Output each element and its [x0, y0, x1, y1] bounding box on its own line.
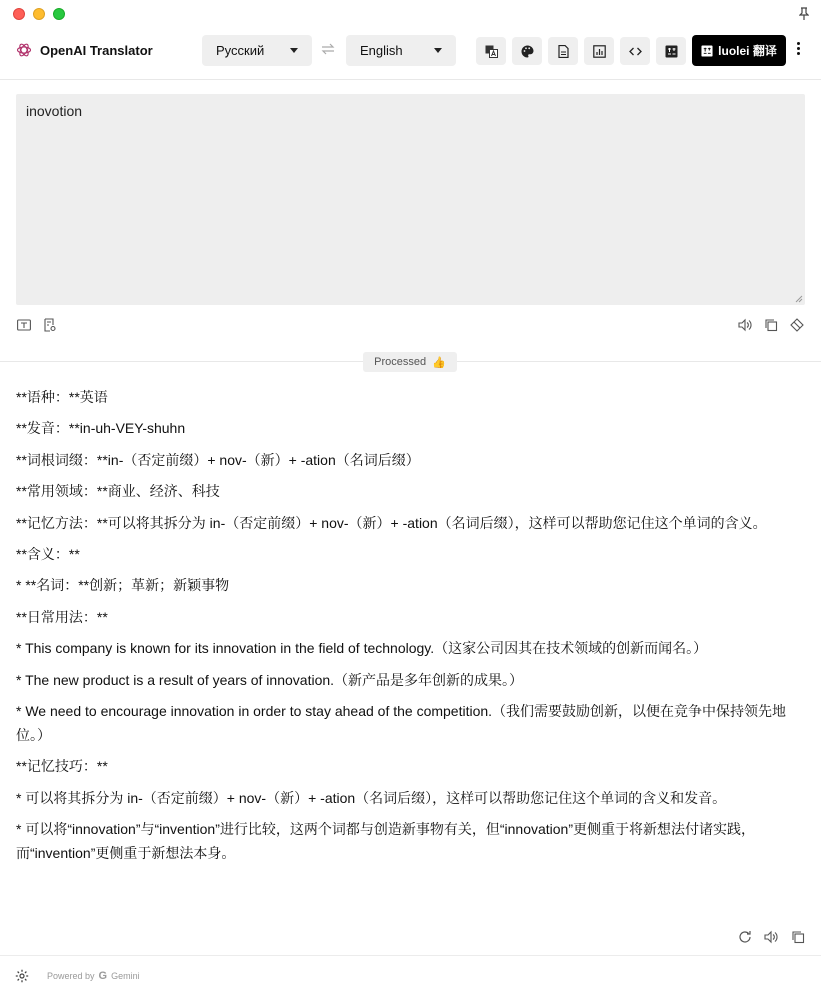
refresh-icon[interactable] [738, 930, 752, 944]
result-line: **日常用法：** [16, 608, 108, 625]
minimize-window-button[interactable] [33, 8, 45, 20]
screenshot-ocr-icon[interactable] [43, 318, 57, 332]
more-options-icon[interactable] [792, 42, 804, 58]
result-line: **记忆方法：**可以将其拆分为 in-（否定前缀）+ nov-（新）+ -ation（名词后缀），这样可以帮助您记住这个单词的含义。 [16, 514, 767, 531]
dictionary-icon [665, 45, 678, 58]
app-title: OpenAI Translator [40, 42, 153, 58]
close-window-button[interactable] [13, 8, 25, 20]
pin-icon[interactable] [799, 7, 809, 21]
powered-by-label: Powered by [47, 971, 95, 981]
code-icon [629, 45, 642, 58]
translate-mode-button[interactable] [476, 37, 506, 65]
dictionary-button[interactable] [656, 37, 686, 65]
settings-gear-icon[interactable] [15, 969, 29, 983]
result-line: * We need to encourage innovation in order to stay ahead of the competition.（我们需要鼓励创新，以便在竞争中保持领先地位。） [16, 702, 787, 743]
window-controls [13, 8, 65, 20]
resize-handle-icon[interactable] [795, 295, 803, 303]
text-mode-icon[interactable] [17, 318, 31, 332]
code-button[interactable] [620, 37, 650, 65]
chevron-down-icon [290, 48, 298, 53]
powered-by [47, 970, 140, 982]
user-account-button[interactable] [692, 35, 786, 66]
dictionary-icon [701, 45, 713, 57]
source-text-input[interactable] [16, 94, 805, 305]
palette-icon [521, 45, 534, 58]
eraser-icon[interactable] [790, 318, 804, 332]
source-text-value[interactable]: inovotion [26, 103, 83, 119]
chevron-down-icon [434, 48, 442, 53]
status-badge [363, 352, 457, 372]
result-line: **记忆技巧：** [16, 758, 108, 775]
source-language-label: Русский [216, 43, 265, 58]
provider-name: Gemini [111, 971, 140, 981]
status-text: Processed [374, 356, 427, 368]
result-line: **含义：** [16, 545, 80, 562]
thumbs-up-icon: 👍 [432, 356, 446, 369]
header [0, 30, 821, 80]
translation-result [16, 385, 808, 872]
copy-icon[interactable] [764, 318, 778, 332]
target-language-select[interactable] [346, 35, 456, 66]
footer-divider [0, 955, 821, 956]
result-line: **发音：**in-uh-VEY-shuhn [16, 420, 186, 437]
translate-icon [485, 45, 498, 58]
openai-logo-icon [16, 42, 32, 58]
speaker-icon[interactable] [738, 318, 752, 332]
zoom-window-button[interactable] [53, 8, 65, 20]
target-language-label: English [360, 43, 403, 58]
document-icon [557, 45, 570, 58]
copy-icon[interactable] [791, 930, 805, 944]
speaker-icon[interactable] [764, 930, 778, 944]
document-button[interactable] [548, 37, 578, 65]
result-line: **常用领域：**商业、经济、科技 [16, 483, 220, 500]
google-g-icon: G [98, 970, 108, 982]
title-bar [0, 0, 821, 30]
result-line: * The new product is a result of years of innovation.（新产品是多年创新的成果。） [16, 671, 524, 688]
swap-icon[interactable] [321, 43, 335, 55]
statistics-button[interactable] [584, 37, 614, 65]
result-line: **词根词缀：**in-（否定前缀）+ nov-（新）+ -ation（名词后缀） [16, 451, 420, 468]
chart-icon [593, 45, 606, 58]
source-language-select[interactable] [202, 35, 312, 66]
result-line: * 可以将其拆分为 in-（否定前缀）+ nov-（新）+ -ation（名词后缀），这样可以帮助您记住这个单词的含义和发音。 [16, 789, 727, 806]
result-line: * 可以将“innovation”与“invention”进行比较，这两个词都与创造新事物有关，但“innovation”更侧重于将新想法付诸实践，而“invention”更侧重于新想法本身。 [16, 821, 756, 862]
theme-button[interactable] [512, 37, 542, 65]
result-line: * This company is known for its innovation in the field of technology.（这家公司因其在技术领域的创新而闻名。） [16, 640, 708, 657]
result-line: * **名词：**创新；革新；新颖事物 [16, 577, 230, 594]
result-line: **语种：**英语 [16, 389, 108, 405]
user-label: luolei 翻译 [718, 44, 777, 58]
brand [16, 42, 153, 58]
